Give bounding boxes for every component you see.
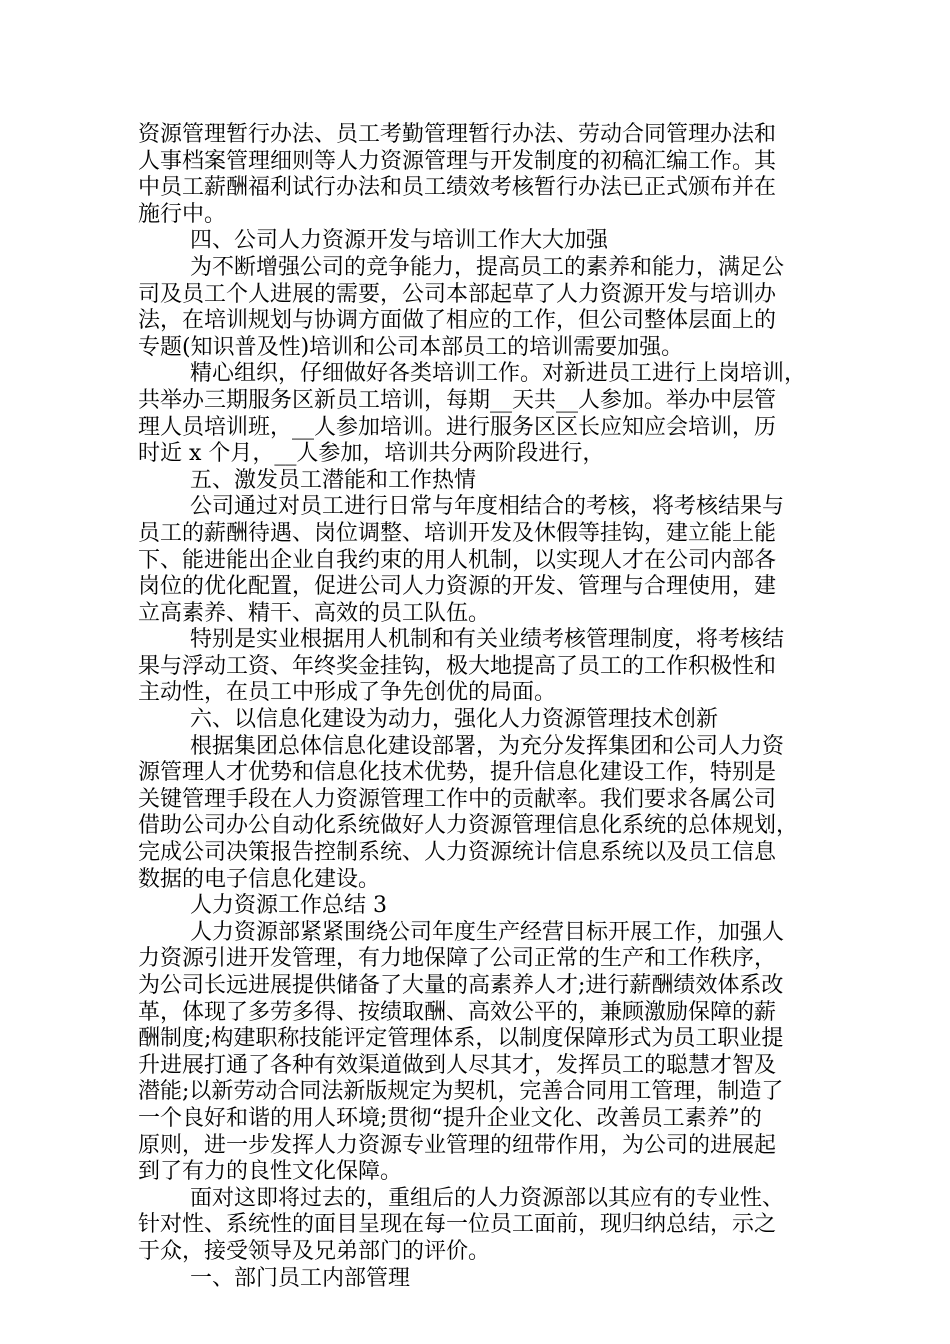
text-line: 于众，接受领导及兄弟部门的评价。 (138, 1238, 491, 1264)
text-line: 完成公司决策报告控制系统、人力资源统计信息系统以及员工信息 (138, 840, 777, 866)
text-line: 人力资源工作总结 3 (190, 893, 387, 919)
text-line: 升进展打通了各种有效渠道做到人尽其才，发挥员工的聪慧才智及 (138, 1052, 777, 1078)
text-line: 岗位的优化配置，促进公司人力资源的开发、管理与合理使用，建 (138, 574, 777, 600)
text-line: 为公司长远进展提供储备了大量的高素养人才;进行薪酬绩效体系改 (138, 973, 784, 998)
text-line: 专题(知识普及性)培训和公司本部员工的培训需要加强。 (138, 334, 684, 360)
text-line: 主动性，在员工中形成了争先创优的局面。 (138, 680, 557, 706)
text-line: 人事档案管理细则等人力资源管理与开发制度的初稿汇编工作。其 (138, 148, 777, 174)
text-line: 司及员工个人进展的需要，公司本部起草了人力资源开发与培训办 (138, 281, 777, 307)
text-line: 特别是实业根据用人机制和有关业绩考核管理制度，将考核结 (190, 627, 785, 653)
text-line: 革，体现了多劳多得、按绩取酬、高效公平的，兼顾激励保障的薪 (138, 999, 777, 1025)
text-line: 资源管理暂行办法、员工考勤管理暂行办法、劳动合同管理办法和 (138, 122, 777, 147)
text-line: 潜能;以新劳动合同法新版规定为契机，完善合同用工管理，制造了 (138, 1079, 784, 1105)
text-line: 公司通过对员工进行日常与年度相结合的考核，将考核结果与 (190, 494, 785, 520)
text-line: 数据的电子信息化建设。 (138, 866, 381, 892)
text-line: 果与浮动工资、年终奖金挂钩，极大地提高了员工的工作积极性和 (138, 653, 777, 679)
text-line: 根据集团总体信息化建设部署，为充分发挥集团和公司人力资 (190, 733, 785, 759)
text-line: 四、公司人力资源开发与培训工作大大加强 (190, 228, 609, 254)
text-line: 施行中。 (138, 201, 227, 227)
text-line: 立高素养、精干、高效的员工队伍。 (138, 600, 491, 626)
text-line: 原则，进一步发挥人力资源专业管理的纽带作用，为公司的进展起 (138, 1132, 777, 1158)
text-line: 面对这即将过去的，重组后的人力资源部以其应有的专业性、 (190, 1185, 785, 1211)
text-line: 人力资源部紧紧围绕公司年度生产经营目标开展工作，加强人 (190, 919, 785, 945)
text-line: 一、部门员工内部管理 (190, 1265, 411, 1291)
text-line: 员工的薪酬待遇、岗位调整、培训开发及休假等挂钩，建立能上能 (138, 520, 777, 546)
text-line: 源管理人才优势和信息化技术优势，提升信息化建设工作，特别是 (138, 760, 777, 786)
text-line: 一个良好和谐的用人环境;贯彻“提升企业文化、改善员工素养”的 (138, 1105, 762, 1131)
text-line: 中员工薪酬福利试行办法和员工绩效考核暂行办法已正式颁布并在 (138, 175, 777, 201)
text-line: 酬制度;构建职称技能评定管理体系，以制度保障形式为员工职业提 (138, 1026, 784, 1052)
text-line: 五、激发员工潜能和工作热情 (190, 467, 477, 493)
text-line: 精心组织，仔细做好各类培训工作。对新进员工进行上岗培训， (190, 361, 807, 387)
text-line: 借助公司办公自动化系统做好人力资源管理信息化系统的总体规划， (138, 813, 799, 839)
text-line: 法，在培训规划与协调方面做了相应的工作，但公司整体层面上的 (138, 308, 777, 334)
text-line: 为不断增强公司的竞争能力，提高员工的素养和能力，满足公 (190, 254, 785, 280)
text-line: 力资源引进开发管理，有力地保障了公司正常的生产和工作秩序， (138, 946, 777, 972)
document-page (138, 122, 812, 1292)
text-line: 理人员培训班，__人参加培训。进行服务区区长应知应会培训，历 (138, 414, 777, 440)
text-line: 关键管理手段在人力资源管理工作中的贡献率。我们要求各属公司 (138, 786, 777, 812)
text-line: 针对性、系统性的面目呈现在每一位员工面前，现归纳总结，示之 (138, 1212, 777, 1238)
text-line: 共举办三期服务区新员工培训，每期__天共__人参加。举办中层管 (138, 387, 777, 413)
text-line: 时近 x 个月，__人参加，培训共分两阶段进行， (138, 441, 605, 467)
text-line: 下、能进能出企业自我约束的用人机制，以实现人才在公司内部各 (138, 547, 777, 573)
text-line: 六、以信息化建设为动力，强化人力资源管理技术创新 (190, 707, 719, 733)
text-line: 到了有力的良性文化保障。 (138, 1159, 403, 1185)
